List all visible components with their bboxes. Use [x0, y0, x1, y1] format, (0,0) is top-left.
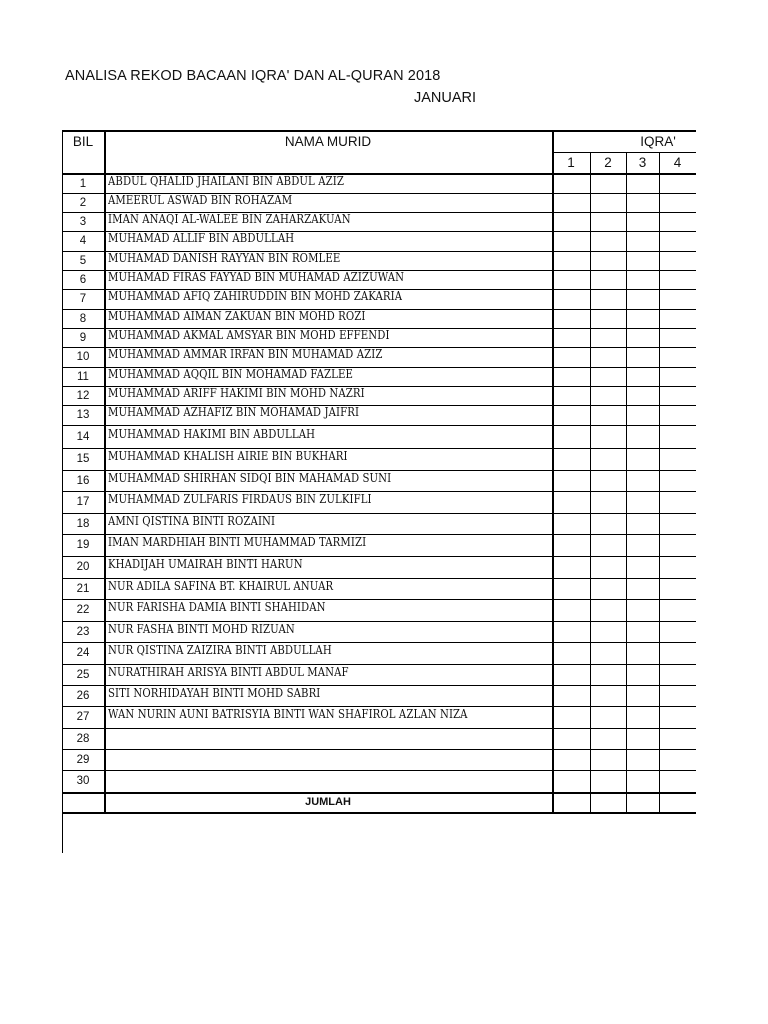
- row-number: 12: [76, 389, 90, 402]
- student-name: MUHAMAD FIRAS FAYYAD BIN MUHAMAD AZIZUWAN: [108, 269, 405, 284]
- student-name: MUHAMMAD ARIFF HAKIMI BIN MOHD NAZRI: [108, 385, 365, 400]
- student-name: AMNI QISTINA BINTI ROZAINI: [108, 513, 276, 528]
- student-name: KHADIJAH UMAIRAH BINTI HARUN: [108, 557, 303, 572]
- student-name: WAN NURIN AUNI BATRISYIA BINTI WAN SHAFIROL AZLAN NIZA: [108, 707, 468, 722]
- header-iqra-level: 2: [604, 155, 612, 171]
- iqra-col2-line: [626, 152, 627, 813]
- student-name: MUHAMMAD SHIRHAN SIDQI BIN MAHAMAD SUNI: [108, 470, 392, 485]
- nama-column-line: [552, 131, 554, 813]
- header-iqra-level: 1: [567, 155, 575, 171]
- row-number: 14: [76, 430, 90, 443]
- student-name: MUHAMMAD ZULFARIS FIRDAUS BIN ZULKIFLI: [108, 492, 372, 507]
- row-number: 4: [79, 235, 87, 248]
- student-name: MUHAMMAD KHALISH AIRIE BIN BUKHARI: [108, 449, 348, 464]
- student-name: MUHAMMAD AZHAFIZ BIN MOHAMAD JAIFRI: [108, 405, 360, 420]
- row-number: 5: [79, 254, 87, 267]
- document-month: JANUARI: [414, 90, 477, 106]
- row-number: 6: [79, 273, 87, 286]
- row-number: 7: [79, 293, 87, 306]
- student-name: MUHAMMAD HAKIMI BIN ABDULLAH: [108, 426, 316, 441]
- row-number: 16: [76, 474, 90, 487]
- student-name: AMEERUL ASWAD BIN ROHAZAM: [108, 192, 293, 207]
- student-name: MUHAMMAD AQQIL BIN MOHAMAD FAZLEE: [108, 366, 353, 381]
- student-name: NUR FARISHA DAMIA BINTI SHAHIDAN: [108, 600, 326, 615]
- student-name: MUHAMMAD AFIQ ZAHIRUDDIN BIN MOHD ZAKARIA: [108, 289, 403, 304]
- row-number: 26: [76, 689, 90, 702]
- row-number: 19: [76, 539, 90, 552]
- row-number: 15: [76, 453, 90, 466]
- row-number: 20: [76, 561, 90, 574]
- header-iqra-level: 4: [673, 155, 682, 171]
- student-name: MUHAMMAD AMMAR IRFAN BIN MUHAMAD AZIZ: [108, 347, 383, 362]
- iqra-col1-line: [590, 152, 591, 813]
- row-number: 28: [76, 732, 90, 745]
- row-number: 27: [76, 711, 90, 724]
- row-number: 17: [76, 496, 90, 509]
- row-number: 1: [79, 177, 87, 190]
- header-nama-murid: NAMA MURID: [284, 133, 372, 149]
- student-name: IMAN MARDHIAH BINTI MUHAMMAD TARMIZI: [108, 535, 367, 550]
- document-title: ANALISA REKOD BACAAN IQRA' DAN AL-QURAN 2018: [65, 68, 441, 84]
- row-number: 9: [79, 331, 87, 344]
- bil-column-line: [104, 131, 106, 813]
- row-number: 2: [79, 196, 87, 209]
- row-number: 30: [76, 775, 90, 788]
- row-number: 23: [76, 625, 90, 638]
- header-iqra: IQRA': [640, 133, 676, 149]
- student-name: NUR ADILA SAFINA BT. KHAIRUL ANUAR: [108, 578, 334, 593]
- row-number: 21: [76, 582, 90, 595]
- student-name: ABDUL QHALID JHAILANI BIN ABDUL AZIZ: [108, 173, 344, 188]
- row-divider-line: [62, 728, 696, 729]
- student-name: NUR FASHA BINTI MOHD RIZUAN: [108, 621, 295, 636]
- row-number: 13: [76, 409, 90, 422]
- student-name: MUHAMAD DANISH RAYYAN BIN ROMLEE: [108, 250, 341, 265]
- row-number: 10: [76, 351, 90, 364]
- student-name: NUR QISTINA ZAIZIRA BINTI ABDULLAH: [108, 643, 332, 658]
- row-number: 8: [79, 312, 87, 325]
- row-divider-line: [62, 770, 696, 771]
- student-name: MUHAMAD ALLIF BIN ABDULLAH: [108, 231, 295, 246]
- row-number: 25: [76, 668, 90, 681]
- student-name: MUHAMMAD AIMAN ZAKUAN BIN MOHD ROZI: [108, 308, 366, 323]
- row-number: 22: [76, 604, 90, 617]
- header-bil: BIL: [72, 133, 94, 149]
- row-number: 3: [79, 215, 87, 228]
- row-divider-line: [62, 749, 696, 750]
- student-name: IMAN ANAQI AL-WALEE BIN ZAHARZAKUAN: [108, 211, 351, 226]
- total-label: JUMLAH: [305, 796, 351, 808]
- student-name: MUHAMMAD AKMAL AMSYAR BIN MOHD EFFENDI: [108, 327, 390, 342]
- row-number: 18: [76, 517, 90, 530]
- student-name: SITI NORHIDAYAH BINTI MOHD SABRI: [108, 685, 321, 700]
- row-number: 11: [77, 370, 89, 383]
- row-number: 24: [76, 647, 90, 660]
- iqra-col3-line: [659, 152, 660, 813]
- header-iqra-level: 3: [638, 155, 647, 171]
- row-number: 29: [76, 753, 90, 766]
- student-name: NURATHIRAH ARISYA BINTI ABDUL MANAF: [108, 664, 349, 679]
